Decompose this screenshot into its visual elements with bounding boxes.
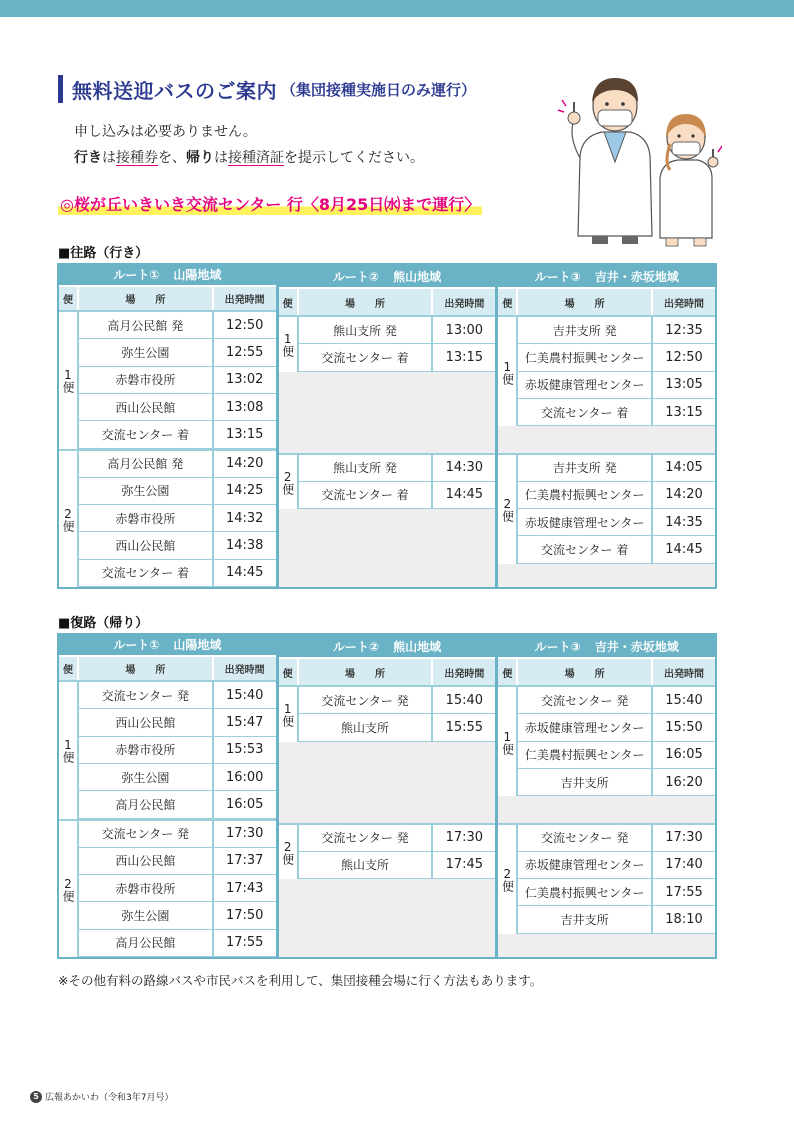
trip-label: 1便 bbox=[498, 317, 518, 426]
table-row: 仁美農村振興センター 17:55 bbox=[518, 879, 715, 906]
route-area: 吉井・赤坂地域 bbox=[594, 269, 679, 284]
return-table bbox=[57, 633, 717, 959]
route-number: ルート② bbox=[332, 269, 380, 284]
trip-label: 1便 bbox=[498, 687, 518, 796]
table-row: 赤坂健康管理センター 13:05 bbox=[518, 372, 715, 399]
nurse-figure bbox=[660, 114, 722, 246]
trip-block bbox=[498, 685, 715, 796]
table-row: 吉井支所 発 12:35 bbox=[518, 317, 715, 344]
table-row: 西山公民館 17:37 bbox=[79, 848, 276, 875]
col-place: 場 所 bbox=[79, 287, 214, 310]
trip-label: 2便 bbox=[59, 821, 79, 957]
trip-label: 1便 bbox=[59, 682, 79, 818]
intro-ticket: 接種券 bbox=[116, 150, 158, 166]
table-row: 熊山支所 15:55 bbox=[299, 714, 496, 741]
table-row: 交流センター 着 13:15 bbox=[299, 344, 496, 371]
table-row: 交流センター 発 15:40 bbox=[518, 687, 715, 714]
return-heading: ■復路（帰り） bbox=[58, 616, 149, 631]
trip-label: 2便 bbox=[498, 455, 518, 564]
table-row: 吉井支所 16:20 bbox=[518, 769, 715, 796]
destination-banner: ◎桜が丘いきいき交流センター 行〈8月25日㈬まで運行〉 bbox=[58, 192, 482, 215]
trip-block bbox=[498, 315, 715, 426]
table-row: 高月公民館 17:55 bbox=[79, 930, 276, 957]
route-number: ルート② bbox=[332, 639, 380, 654]
intro-particle: は bbox=[102, 150, 116, 166]
table-row: 西山公民館 14:38 bbox=[79, 532, 276, 559]
route-area: 熊山地域 bbox=[393, 269, 442, 284]
trip-group bbox=[498, 685, 715, 823]
route-area: 吉井・赤坂地域 bbox=[594, 639, 679, 654]
table-row: 交流センター 着 14:45 bbox=[518, 536, 715, 563]
outbound-route-3 bbox=[498, 265, 715, 587]
column-headers: 便 場 所 出発時間 bbox=[59, 657, 276, 680]
table-row: 仁美農村振興センター 12:50 bbox=[518, 344, 715, 371]
route-header bbox=[59, 265, 276, 287]
return-route-3 bbox=[498, 635, 715, 957]
table-row: 交流センター 発 15:40 bbox=[299, 687, 496, 714]
table-row: 仁美農村振興センター 16:05 bbox=[518, 742, 715, 769]
page-title bbox=[58, 74, 476, 104]
route-header bbox=[279, 265, 496, 289]
trip-block bbox=[279, 453, 496, 510]
doctor-nurse-illustration bbox=[552, 66, 722, 251]
table-row: 仁美農村振興センター 14:20 bbox=[518, 482, 715, 509]
return-route-2 bbox=[279, 635, 496, 957]
trip-block bbox=[498, 823, 715, 934]
trip-block bbox=[279, 315, 496, 372]
table-row: 交流センター 着 13:15 bbox=[79, 421, 276, 448]
trip-group bbox=[279, 315, 496, 453]
col-time: 出発時間 bbox=[224, 294, 265, 306]
col-trip: 便 bbox=[59, 287, 79, 310]
table-row: 弥生公園 16:00 bbox=[79, 764, 276, 791]
intro-certificate: 接種済証 bbox=[228, 150, 284, 166]
route-header bbox=[279, 635, 496, 659]
table-row: 弥生公園 12:55 bbox=[79, 339, 276, 366]
table-row: 交流センター 発 17:30 bbox=[518, 825, 715, 852]
trip-label: 1便 bbox=[279, 687, 299, 742]
page-footer bbox=[30, 1090, 173, 1103]
empty-cell bbox=[498, 426, 715, 452]
table-row: 吉井支所 発 14:05 bbox=[518, 455, 715, 482]
table-row: 熊山支所 発 13:00 bbox=[299, 317, 496, 344]
table-row: 赤坂健康管理センター 15:50 bbox=[518, 714, 715, 741]
outbound-heading: ■往路（行き） bbox=[58, 246, 149, 261]
trip-group bbox=[498, 453, 715, 588]
route-header bbox=[498, 265, 715, 289]
route-number: ルート③ bbox=[534, 269, 581, 284]
column-headers: 便 場 所 出発時間 bbox=[279, 659, 496, 685]
route-number: ルート① bbox=[113, 268, 160, 283]
trip-block bbox=[59, 680, 276, 818]
trip-label: 2便 bbox=[279, 825, 299, 880]
table-row: 熊山支所 発 14:30 bbox=[299, 455, 496, 482]
top-color-band bbox=[0, 0, 794, 17]
route-header bbox=[59, 635, 276, 657]
trip-block bbox=[59, 310, 276, 448]
empty-cell bbox=[498, 796, 715, 822]
table-row: 吉井支所 18:10 bbox=[518, 906, 715, 933]
footnote: ※その他有料の路線バスや市民バスを利用して、集団接種会場に行く方法もあります。 bbox=[58, 973, 543, 988]
table-row: 赤磐市役所 15:53 bbox=[79, 737, 276, 764]
trip-block bbox=[279, 685, 496, 742]
table-row: 高月公民館 16:05 bbox=[79, 791, 276, 818]
route-area: 熊山地域 bbox=[393, 639, 442, 654]
table-row: 赤坂健康管理センター 17:40 bbox=[518, 852, 715, 879]
empty-cell bbox=[279, 742, 496, 823]
title-subtitle: （集団接種実施日のみ運行） bbox=[281, 80, 477, 99]
intro-return: 帰り bbox=[186, 150, 214, 166]
table-row: 弥生公園 17:50 bbox=[79, 902, 276, 929]
trip-label: 2便 bbox=[279, 455, 299, 510]
intro-line-2 bbox=[74, 145, 424, 171]
intro-particle: を、 bbox=[158, 150, 186, 166]
trip-label: 2便 bbox=[498, 825, 518, 934]
table-row: 赤磐市役所 14:32 bbox=[79, 505, 276, 532]
trip-group bbox=[279, 453, 496, 588]
intro-tail: を提示してください。 bbox=[284, 150, 424, 166]
route-area: 山陽地域 bbox=[173, 638, 222, 653]
title-accent-bar bbox=[58, 75, 63, 103]
route-number: ルート③ bbox=[534, 639, 581, 654]
doctor-figure bbox=[558, 78, 652, 244]
trip-group bbox=[279, 823, 496, 958]
trip-block bbox=[59, 449, 276, 587]
empty-cell bbox=[279, 879, 496, 957]
trip-label: 2便 bbox=[59, 451, 79, 587]
empty-cell bbox=[498, 934, 715, 957]
table-row: 交流センター 着 13:15 bbox=[518, 399, 715, 426]
table-row: 赤坂健康管理センター 14:35 bbox=[518, 509, 715, 536]
page-number: 5 bbox=[30, 1091, 42, 1103]
table-row: 西山公民館 13:08 bbox=[79, 394, 276, 421]
outbound-route-2 bbox=[279, 265, 496, 587]
column-headers: 便 場 所 出発時間 bbox=[279, 289, 496, 315]
route-number: ルート① bbox=[113, 638, 160, 653]
intro-text bbox=[74, 119, 424, 171]
column-headers: 便 場 所 出発時間 bbox=[498, 289, 715, 315]
column-headers bbox=[59, 287, 276, 310]
column-headers: 便 場 所 出発時間 bbox=[498, 659, 715, 685]
intro-go: 行き bbox=[74, 150, 102, 166]
empty-cell bbox=[498, 564, 715, 587]
empty-cell bbox=[279, 372, 496, 453]
table-row: 西山公民館 15:47 bbox=[79, 709, 276, 736]
return-route-1 bbox=[59, 635, 276, 957]
trip-label: 1便 bbox=[279, 317, 299, 372]
trip-block bbox=[498, 453, 715, 564]
table-row: 高月公民館 発 12:50 bbox=[79, 312, 276, 339]
publication-name: 広報あかいわ（令和3年7月号） bbox=[45, 1093, 174, 1103]
empty-cell bbox=[279, 509, 496, 587]
route-header bbox=[498, 635, 715, 659]
table-row: 赤磐市役所 17:43 bbox=[79, 875, 276, 902]
table-row: 高月公民館 発 14:20 bbox=[79, 451, 276, 478]
table-row: 交流センター 着 14:45 bbox=[299, 482, 496, 509]
trip-label: 1便 bbox=[59, 312, 79, 448]
table-row: 熊山支所 17:45 bbox=[299, 852, 496, 879]
outbound-route-1 bbox=[59, 265, 276, 587]
outbound-table bbox=[57, 263, 717, 589]
trip-block bbox=[59, 819, 276, 957]
trip-group bbox=[279, 685, 496, 823]
trip-block bbox=[279, 823, 496, 880]
table-row: 交流センター 着 14:45 bbox=[79, 560, 276, 587]
table-row: 交流センター 発 17:30 bbox=[299, 825, 496, 852]
trip-group bbox=[498, 315, 715, 453]
intro-particle: は bbox=[214, 150, 228, 166]
table-row: 赤磐市役所 13:02 bbox=[79, 367, 276, 394]
table-row: 弥生公園 14:25 bbox=[79, 478, 276, 505]
table-row: 交流センター 発 15:40 bbox=[79, 682, 276, 709]
table-row: 交流センター 発 17:30 bbox=[79, 821, 276, 848]
trip-group bbox=[498, 823, 715, 958]
route-area: 山陽地域 bbox=[173, 268, 222, 283]
title-main: 無料送迎バスのご案内 bbox=[72, 78, 277, 103]
intro-line-1: 申し込みは必要ありません。 bbox=[74, 124, 257, 140]
